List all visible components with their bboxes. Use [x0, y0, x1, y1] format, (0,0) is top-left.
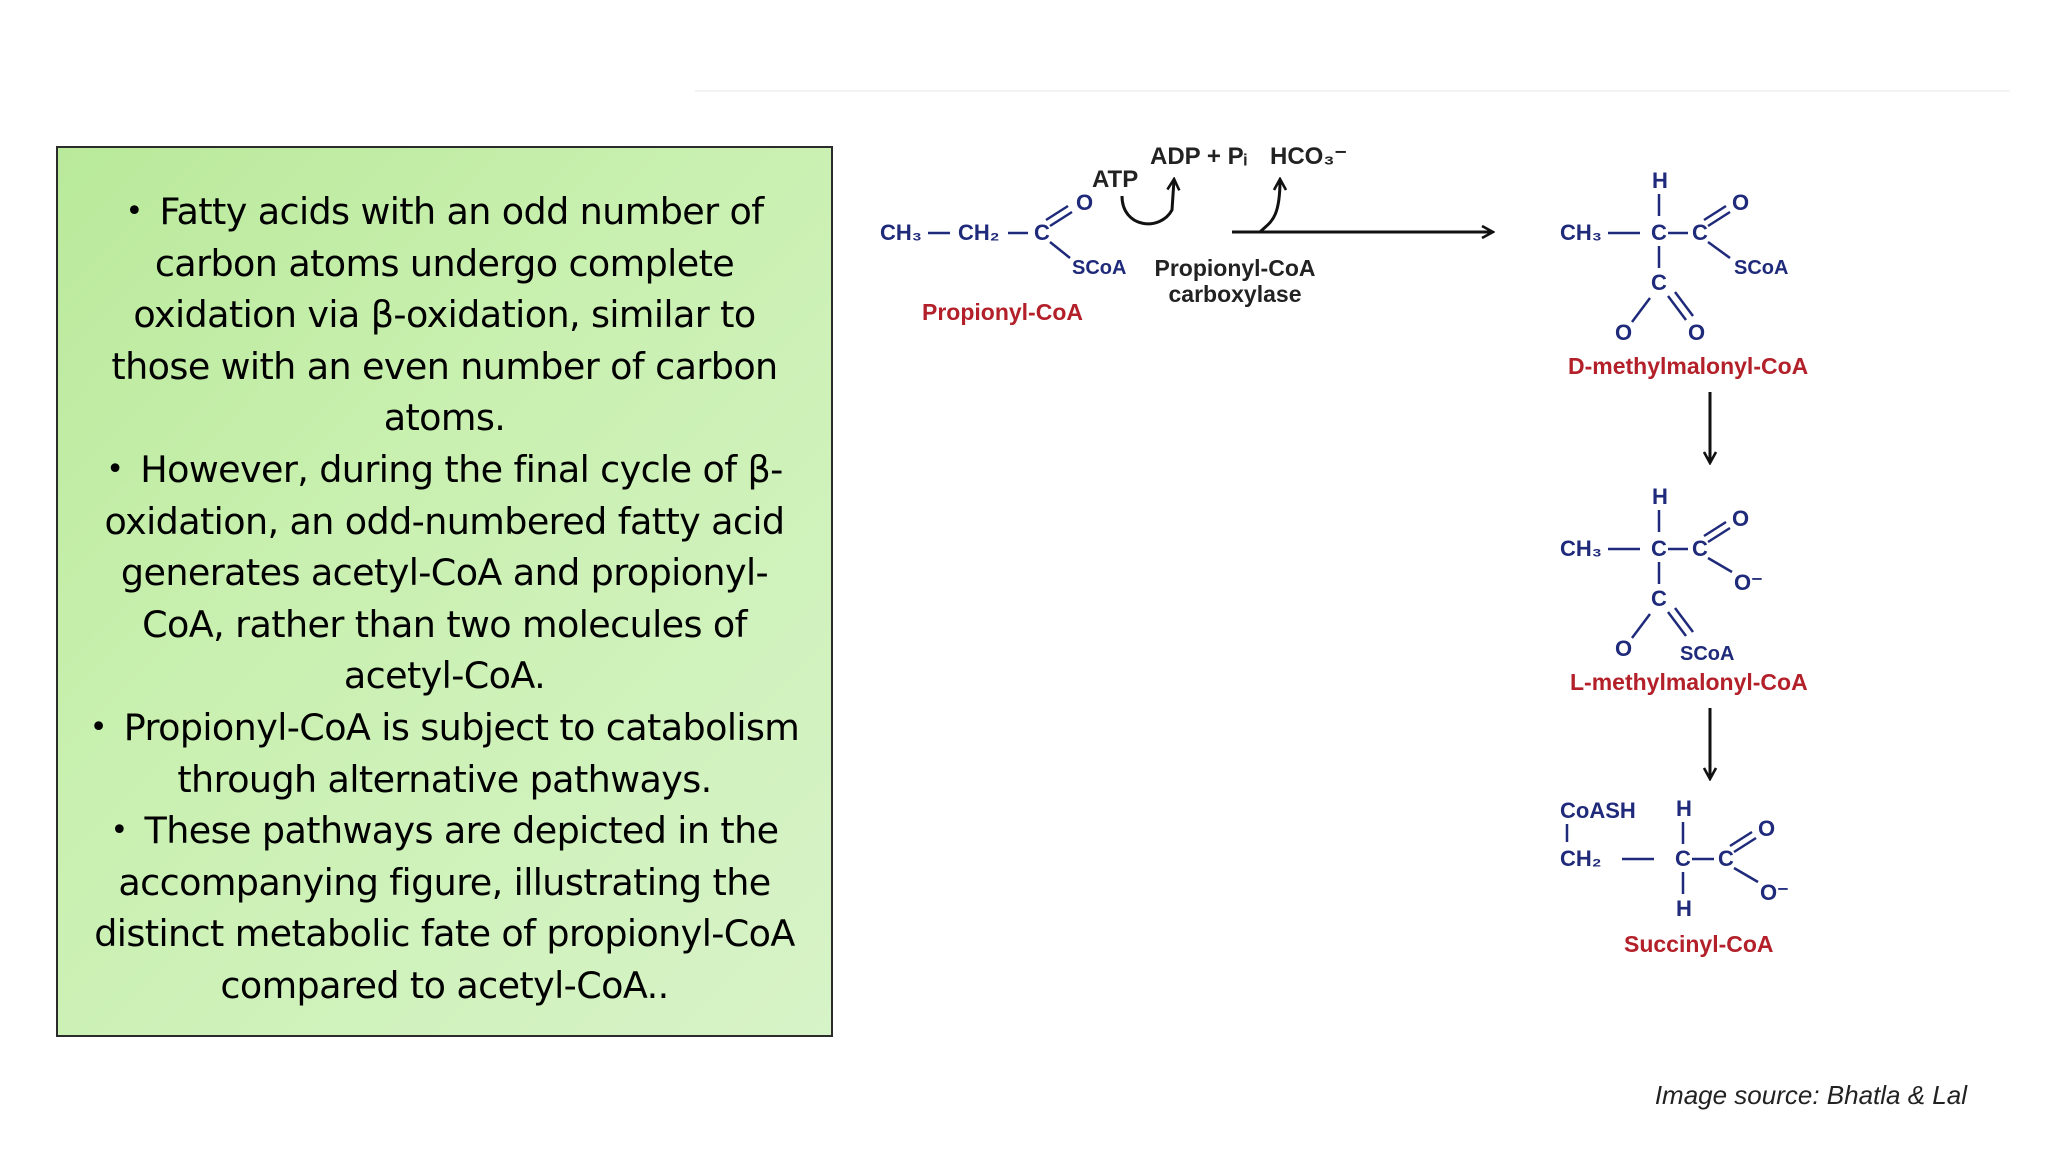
bullet-list: [74, 186, 815, 1012]
succinyl-coash: CoASH: [1560, 798, 1636, 823]
propionyl-coa-pathway-diagram: [860, 140, 1900, 980]
bullet-line: Propionyl-CoA is subject to catabolism: [123, 705, 800, 749]
bullet-line: atoms.: [383, 396, 506, 440]
d-methyl-o: O: [1732, 190, 1750, 215]
bullet-line: accompanying figure, illustrating the: [118, 860, 771, 904]
enzyme-label-line1: Propionyl-CoA: [1154, 255, 1316, 281]
succinyl-o-minus: O⁻: [1760, 880, 1789, 905]
l-methyl-o-left: O: [1615, 636, 1633, 661]
bullet-line: carbon atoms undergo complete: [154, 241, 735, 285]
d-methyl-scoa: SCoA: [1734, 257, 1789, 279]
succinyl-h-bottom: H: [1676, 896, 1692, 921]
bullet-line: those with an even number of carbon: [111, 344, 778, 388]
l-methyl-c-center: C: [1651, 536, 1667, 561]
bullet-line: CoA, rather than two molecules of: [142, 602, 747, 646]
l-methyl-c-carbonyl: C: [1692, 536, 1708, 561]
bullet-line: Fatty acids with an odd number of: [159, 190, 764, 233]
d-methyl-ch3: CH₃: [1560, 220, 1602, 245]
l-methyl-h: H: [1652, 484, 1668, 509]
succinyl-coa-structure: [1560, 796, 1789, 921]
l-methyl-c-thioester: C: [1651, 586, 1667, 611]
propionyl-ch3: CH₃: [880, 220, 922, 245]
bullet-text-box: [56, 146, 833, 1037]
d-methyl-o-right: O: [1688, 320, 1706, 345]
propionyl-ch2: CH₂: [958, 220, 1000, 245]
bullet-line: compared to acetyl-CoA..: [220, 963, 669, 1007]
d-methyl-o-left: O: [1615, 320, 1633, 345]
top-divider: [695, 90, 2010, 92]
bullet-line: distinct metabolic fate of propionyl-CoA: [94, 912, 795, 956]
carboxylase-reaction: [1092, 143, 1492, 307]
propionyl-c: C: [1034, 220, 1050, 245]
bullet-item: [74, 444, 815, 702]
bullet-line: acetyl-CoA.: [343, 654, 546, 698]
succinyl-coa-label: Succinyl-CoA: [1624, 931, 1774, 957]
bullet-item: [74, 805, 815, 1011]
propionyl-coa-structure: [880, 190, 1126, 279]
bullet-dot-icon: •: [106, 451, 124, 487]
l-methyl-o-minus: O⁻: [1734, 570, 1763, 595]
enzyme-label-line2: carboxylase: [1168, 281, 1302, 307]
hco3-in-arrow: [1260, 180, 1280, 232]
l-methylmalonyl-coa-label: L-methylmalonyl-CoA: [1570, 669, 1808, 695]
bullet-dot-icon: •: [110, 813, 128, 849]
d-methyl-c-carbonyl: C: [1692, 220, 1708, 245]
image-source-credit: Image source: Bhatla & Lal: [1654, 1080, 1967, 1110]
bullet-item: [74, 702, 815, 805]
d-methylmalonyl-coa-label: D-methylmalonyl-CoA: [1568, 353, 1809, 379]
l-methyl-scoa: SCoA: [1680, 643, 1735, 665]
succinyl-c-carboxyl: C: [1718, 846, 1734, 871]
bullet-line: oxidation via β-oxidation, similar to: [133, 293, 756, 337]
atp-label: ATP: [1092, 166, 1139, 193]
propionyl-coa-label: Propionyl-CoA: [922, 299, 1083, 325]
d-methyl-h: H: [1652, 168, 1668, 193]
d-methyl-c-center: C: [1651, 220, 1667, 245]
l-methyl-o: O: [1732, 506, 1750, 531]
l-methylmalonyl-coa-structure: [1560, 484, 1763, 665]
bullet-line: These pathways are depicted in the: [144, 809, 779, 853]
bullet-line: generates acetyl-CoA and propionyl-: [120, 551, 769, 595]
l-methyl-ch3: CH₃: [1560, 536, 1602, 561]
bullet-dot-icon: •: [125, 194, 143, 229]
adp-pi-label: ADP + Pᵢ: [1150, 143, 1247, 170]
succinyl-ch2: CH₂: [1560, 846, 1602, 871]
bullet-line: oxidation, an odd-numbered fatty acid: [104, 499, 785, 543]
bullet-line: However, during the final cycle of β-: [140, 447, 783, 491]
propionyl-scoa: SCoA: [1072, 257, 1127, 279]
bullet-item: [74, 186, 815, 444]
succinyl-c-center: C: [1675, 846, 1691, 871]
d-methylmalonyl-coa-structure: [1560, 168, 1788, 345]
d-methyl-c-carboxyl: C: [1651, 270, 1667, 295]
bullet-dot-icon: •: [89, 709, 107, 745]
bullet-line: through alternative pathways.: [177, 757, 712, 801]
succinyl-h-top: H: [1676, 796, 1692, 821]
succinyl-o: O: [1758, 816, 1776, 841]
hco3-label: HCO₃⁻: [1270, 143, 1348, 170]
propionyl-o: O: [1076, 190, 1094, 215]
